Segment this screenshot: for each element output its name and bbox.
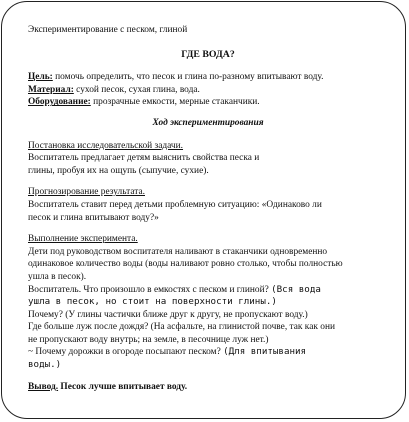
document-card bbox=[1, 1, 406, 419]
task-line: Воспитатель предлагает детям выяснить свойства песка и bbox=[28, 153, 260, 164]
material-label: Материал: bbox=[28, 84, 74, 95]
topic-line: Экспериментирование с песком, глиной bbox=[28, 25, 188, 35]
question-4-text: ~ Почему дорожки в огороде посыпают песком? bbox=[28, 347, 224, 358]
forecast-line: песок и глина впитывают воду?» bbox=[28, 212, 159, 223]
execution-line: одинаковое количество воды (воды наливают ровно столько, чтобы полностью bbox=[28, 259, 343, 270]
procedure-heading: Ход экспериментирования bbox=[152, 117, 264, 128]
material-text: сухой песок, сухая глина, вода. bbox=[73, 84, 200, 95]
goal-line bbox=[28, 71, 388, 84]
forecast-section bbox=[28, 186, 388, 224]
conclusion-label: Вывод. bbox=[28, 381, 59, 392]
task-section-title: Постановка исследовательской задачи. bbox=[28, 140, 184, 151]
execution-section-title: Выполнение эксперимента. bbox=[28, 234, 138, 245]
question-2: Почему? (У глины частички ближе друг к другу, не пропускают воду.) bbox=[28, 309, 308, 320]
equipment-text: прозрачные емкости, мерные стаканчики. bbox=[90, 97, 260, 108]
conclusion-text: Песок лучше впитывает воду. bbox=[58, 381, 188, 392]
question-3-cont: не пропускают воду внутрь; на земле, в песочнице луж нет.) bbox=[28, 334, 269, 345]
equipment-label: Оборудование: bbox=[28, 97, 91, 108]
task-line: глины, пробуя их на ощупь (сыпучие, сухие). bbox=[28, 165, 209, 176]
equipment-line bbox=[28, 96, 388, 109]
question-3: Где больше луж после дождя? (На асфальте, на глинистой почве, так как они bbox=[28, 322, 335, 333]
question-1-text: Воспитатель. Что произошло в емкостях с песком и глиной? bbox=[28, 284, 272, 295]
question-1-answer-cont: ушла в песок, но стоит на поверхности глины.) bbox=[28, 296, 277, 308]
forecast-section-title: Прогнозирование результата. bbox=[28, 187, 145, 198]
question-4-answer-cont: воды.) bbox=[28, 359, 62, 371]
forecast-line: Воспитатель ставит перед детьми проблемную ситуацию: «Одинаково ли bbox=[28, 199, 322, 210]
question-4 bbox=[28, 346, 388, 359]
question-1 bbox=[28, 284, 388, 297]
goal-text: помочь определить, что песок и глина по-разному впитывают воду. bbox=[52, 72, 324, 83]
document-title: ГДЕ ВОДА? bbox=[181, 48, 235, 60]
goal-label: Цель: bbox=[28, 72, 53, 83]
execution-line: Дети под руководством воспитателя наливают в стаканчики одновременно bbox=[28, 246, 328, 257]
conclusion-line bbox=[28, 381, 388, 394]
question-1-answer: (Вся вода bbox=[271, 283, 321, 295]
document-content bbox=[28, 24, 388, 393]
question-4-answer: (Для впитывания bbox=[223, 346, 307, 358]
execution-section bbox=[28, 233, 388, 372]
material-line bbox=[28, 84, 388, 97]
task-section bbox=[28, 140, 388, 178]
execution-line: ушла в песок). bbox=[28, 271, 87, 282]
